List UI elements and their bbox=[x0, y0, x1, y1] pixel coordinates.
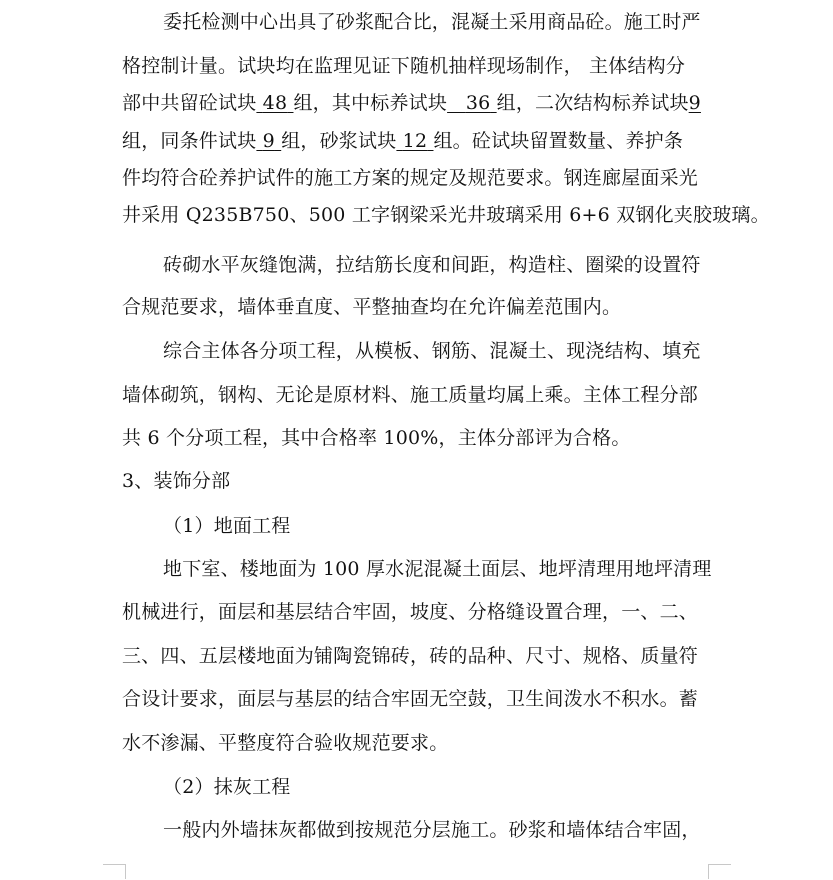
value-standard-cured-samples: 36 bbox=[465, 92, 491, 114]
subsection-heading: （2）抹灰工程 bbox=[163, 776, 291, 798]
underlined-value bbox=[256, 92, 293, 114]
paragraph-line: 格控制计量。试块均在监理见证下随机抽样现场制作， 主体结构分 bbox=[122, 55, 686, 77]
value-mortar-samples: 12 bbox=[402, 130, 428, 152]
page-margin-corner-right bbox=[708, 864, 731, 879]
paragraph-line: 一般内外墙抹灰都做到按规范分层施工。砂浆和墙体结合牢固， bbox=[163, 819, 701, 841]
paragraph-line: 机械进行，面层和基层结合牢固，坡度、分格缝设置合理，一、二、 bbox=[122, 601, 699, 623]
paragraph-line bbox=[122, 126, 722, 156]
paragraph-line bbox=[122, 88, 722, 118]
text-segment: 组，其中标养试块 bbox=[293, 92, 448, 114]
paragraph-line: 综合主体各分项工程，从模板、钢筋、混凝土、现浇结构、填充 bbox=[163, 340, 701, 362]
text-segment: 组。砼试块留置数量、养护条 bbox=[433, 130, 684, 152]
page-margin-corner-left bbox=[103, 864, 126, 879]
value-concrete-samples: 48 bbox=[262, 92, 288, 114]
value-secondary-structure-samples: 9 bbox=[688, 92, 701, 114]
paragraph-line: 三、四、五层楼地面为铺陶瓷锦砖，砖的品种、尺寸、规格、质量符 bbox=[122, 645, 699, 667]
value-same-condition-samples: 9 bbox=[262, 130, 275, 152]
paragraph-line: 共 6 个分项工程，其中合格率 100%，主体分部评为合格。 bbox=[122, 427, 631, 449]
underlined-value bbox=[256, 130, 281, 152]
subsection-heading: （1）地面工程 bbox=[163, 515, 291, 537]
section-heading: 3、装饰分部 bbox=[122, 470, 231, 492]
paragraph-line: 委托检测中心出具了砂浆配合比，混凝土采用商品砼。施工时严 bbox=[163, 11, 701, 33]
paragraph-line: 合规范要求，墙体垂直度、平整抽查均在允许偏差范围内。 bbox=[122, 296, 622, 318]
text-segment: 组，二次结构标养试块 bbox=[496, 92, 689, 114]
text-segment: 组，砂浆试块 bbox=[281, 130, 397, 152]
underlined-value bbox=[396, 130, 433, 152]
underlined-value bbox=[447, 92, 497, 114]
paragraph-line: 水不渗漏、平整度符合验收规范要求。 bbox=[122, 732, 449, 754]
paragraph-line: 墙体砌筑，钢构、无论是原材料、施工质量均属上乘。主体工程分部 bbox=[122, 384, 699, 406]
paragraph-line: 砖砌水平灰缝饱满，拉结筋长度和间距，构造柱、圈梁的设置符 bbox=[163, 254, 701, 276]
underlined-value bbox=[689, 92, 701, 114]
paragraph-line: 件均符合砼养护试件的施工方案的规定及规范要求。钢连廊屋面采光 bbox=[122, 167, 699, 189]
paragraph-line: 地下室、楼地面为 100 厚水泥混凝土面层、地坪清理用地坪清理 bbox=[163, 558, 712, 580]
paragraph-line: 合设计要求，面层与基层的结合牢固无空鼓，卫生间泼水不积水。蓄 bbox=[122, 688, 699, 710]
text-segment: 部中共留砼试块 bbox=[122, 92, 257, 114]
text-segment: 组，同条件试块 bbox=[122, 130, 257, 152]
paragraph-line: 井采用 Q235B750、500 工字钢梁采光井玻璃采用 6+6 双钢化夹胶玻璃。 bbox=[122, 204, 770, 226]
